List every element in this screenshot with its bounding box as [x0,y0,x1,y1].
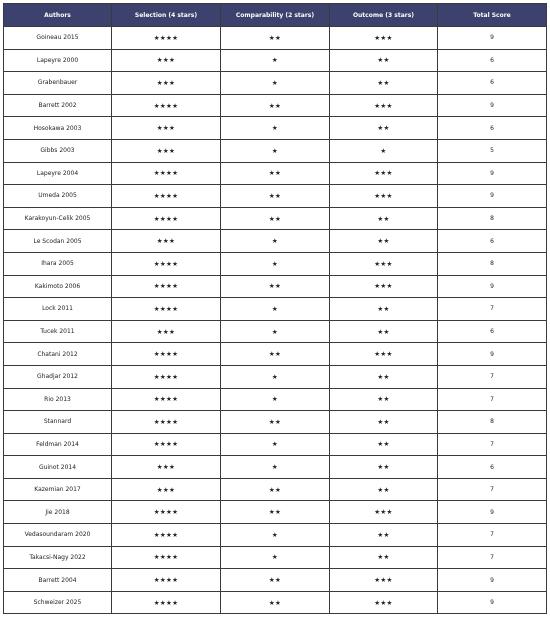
cell-outcome-stars: ★★ [330,433,438,456]
cell-selection-stars: ★★★★ [112,546,221,569]
table-row [4,162,547,185]
cell-comparability-stars: ★★ [221,411,330,434]
cell-selection-stars: ★★★ [112,49,221,72]
cell-comparability-stars: ★ [221,546,330,569]
cell-comparability-stars: ★ [221,388,330,411]
table-row [4,94,547,117]
cell-outcome-stars: ★★★ [330,94,438,117]
cell-selection-stars: ★★★★ [112,388,221,411]
table-row [4,569,547,592]
cell-selection-stars: ★★★★ [112,252,221,275]
table-row [4,365,547,388]
cell-outcome-stars: ★★ [330,456,438,479]
cell-comparability-stars: ★★ [221,591,330,614]
cell-author: Lapeyre 2004 [4,162,112,185]
cell-outcome-stars: ★★★ [330,569,438,592]
cell-author: Karakoyun-Celik 2005 [4,207,112,230]
cell-outcome-stars: ★★★ [330,275,438,298]
cell-outcome-stars: ★★★ [330,185,438,208]
table-row [4,546,547,569]
cell-total-score: 9 [438,162,547,185]
cell-total-score: 9 [438,343,547,366]
cell-author: Hosokawa 2003 [4,117,112,140]
header-comparability: Comparability (2 stars) [221,4,330,27]
cell-total-score: 7 [438,478,547,501]
table-row [4,117,547,140]
cell-total-score: 7 [438,546,547,569]
table-row [4,524,547,547]
cell-selection-stars: ★★★ [112,139,221,162]
table-row [4,343,547,366]
cell-author: Kakimoto 2006 [4,275,112,298]
cell-author: Lapeyre 2000 [4,49,112,72]
table-row [4,27,547,50]
cell-selection-stars: ★★★★ [112,207,221,230]
cell-outcome-stars: ★★ [330,365,438,388]
cell-outcome-stars: ★★ [330,388,438,411]
table-row [4,72,547,95]
table-row [4,298,547,321]
cell-total-score: 6 [438,117,547,140]
cell-selection-stars: ★★★ [112,456,221,479]
cell-comparability-stars: ★★ [221,185,330,208]
table-row [4,388,547,411]
cell-total-score: 9 [438,591,547,614]
cell-author: Barrett 2002 [4,94,112,117]
cell-comparability-stars: ★★ [221,94,330,117]
cell-selection-stars: ★★★★ [112,411,221,434]
table-row [4,252,547,275]
cell-author: Grabenbauer [4,72,112,95]
cell-selection-stars: ★★★ [112,320,221,343]
cell-author: Stannard [4,411,112,434]
cell-selection-stars: ★★★★ [112,275,221,298]
cell-outcome-stars: ★★★ [330,501,438,524]
cell-author: Ghadjar 2012 [4,365,112,388]
table-row [4,230,547,253]
cell-outcome-stars: ★★ [330,411,438,434]
cell-selection-stars: ★★★ [112,72,221,95]
cell-outcome-stars: ★★ [330,546,438,569]
cell-selection-stars: ★★★★ [112,185,221,208]
cell-comparability-stars: ★ [221,433,330,456]
cell-comparability-stars: ★ [221,139,330,162]
cell-author: Rio 2013 [4,388,112,411]
cell-selection-stars: ★★★ [112,117,221,140]
cell-total-score: 6 [438,230,547,253]
table-row [4,591,547,614]
cell-outcome-stars: ★★★ [330,162,438,185]
header-outcome: Outcome (3 stars) [330,4,438,27]
cell-comparability-stars: ★ [221,320,330,343]
cell-outcome-stars: ★★ [330,320,438,343]
cell-total-score: 9 [438,501,547,524]
cell-total-score: 8 [438,207,547,230]
cell-total-score: 7 [438,365,547,388]
cell-author: Chatani 2012 [4,343,112,366]
cell-comparability-stars: ★ [221,456,330,479]
cell-author: Takacsi-Nagy 2022 [4,546,112,569]
cell-selection-stars: ★★★★ [112,365,221,388]
cell-selection-stars: ★★★★ [112,524,221,547]
cell-selection-stars: ★★★★ [112,433,221,456]
cell-comparability-stars: ★★ [221,569,330,592]
cell-total-score: 7 [438,298,547,321]
cell-total-score: 6 [438,456,547,479]
table-row [4,478,547,501]
cell-total-score: 6 [438,49,547,72]
cell-author: Guinot 2014 [4,456,112,479]
cell-total-score: 6 [438,320,547,343]
table-row [4,320,547,343]
cell-comparability-stars: ★★ [221,162,330,185]
cell-comparability-stars: ★ [221,117,330,140]
cell-selection-stars: ★★★ [112,478,221,501]
cell-outcome-stars: ★★ [330,207,438,230]
cell-comparability-stars: ★★ [221,275,330,298]
header-selection: Selection (4 stars) [112,4,221,27]
cell-author: Kazemian 2017 [4,478,112,501]
cell-author: Lock 2011 [4,298,112,321]
cell-total-score: 7 [438,524,547,547]
cell-selection-stars: ★★★★ [112,501,221,524]
cell-comparability-stars: ★ [221,365,330,388]
cell-total-score: 7 [438,433,547,456]
cell-outcome-stars: ★★ [330,117,438,140]
cell-total-score: 9 [438,185,547,208]
cell-comparability-stars: ★★ [221,207,330,230]
cell-selection-stars: ★★★★ [112,343,221,366]
cell-outcome-stars: ★★★ [330,591,438,614]
table-row [4,49,547,72]
cell-total-score: 7 [438,388,547,411]
table-row [4,501,547,524]
cell-comparability-stars: ★ [221,72,330,95]
cell-outcome-stars: ★ [330,139,438,162]
cell-author: Umeda 2005 [4,185,112,208]
cell-comparability-stars: ★ [221,230,330,253]
cell-comparability-stars: ★ [221,252,330,275]
cell-outcome-stars: ★★ [330,524,438,547]
cell-outcome-stars: ★★ [330,478,438,501]
cell-comparability-stars: ★★ [221,501,330,524]
cell-comparability-stars: ★★ [221,27,330,50]
cell-author: Jie 2018 [4,501,112,524]
quality-assessment-table-container [3,3,546,614]
cell-selection-stars: ★★★★ [112,94,221,117]
quality-assessment-table [3,3,547,614]
cell-outcome-stars: ★★ [330,49,438,72]
cell-total-score: 8 [438,252,547,275]
cell-comparability-stars: ★ [221,524,330,547]
cell-comparability-stars: ★★ [221,478,330,501]
table-body [4,27,547,614]
cell-author: Vedasoundaram 2020 [4,524,112,547]
cell-author: Goineau 2015 [4,27,112,50]
cell-outcome-stars: ★★★ [330,343,438,366]
header-total-score: Total Score [438,4,547,27]
cell-comparability-stars: ★ [221,298,330,321]
cell-outcome-stars: ★★ [330,230,438,253]
table-row [4,139,547,162]
cell-outcome-stars: ★★ [330,72,438,95]
cell-total-score: 6 [438,72,547,95]
cell-outcome-stars: ★★★ [330,27,438,50]
cell-comparability-stars: ★ [221,49,330,72]
cell-total-score: 9 [438,27,547,50]
header-row [4,4,547,27]
cell-total-score: 9 [438,569,547,592]
table-header [4,4,547,27]
cell-author: Barrett 2004 [4,569,112,592]
cell-author: Tucek 2011 [4,320,112,343]
cell-total-score: 5 [438,139,547,162]
cell-outcome-stars: ★★ [330,298,438,321]
cell-outcome-stars: ★★★ [330,252,438,275]
cell-selection-stars: ★★★★ [112,591,221,614]
cell-selection-stars: ★★★★ [112,27,221,50]
cell-author: Feldman 2014 [4,433,112,456]
cell-total-score: 8 [438,411,547,434]
cell-selection-stars: ★★★ [112,230,221,253]
header-authors: Authors [4,4,112,27]
cell-selection-stars: ★★★★ [112,298,221,321]
table-row [4,207,547,230]
cell-author: Ihara 2005 [4,252,112,275]
table-row [4,185,547,208]
table-row [4,433,547,456]
cell-total-score: 9 [438,275,547,298]
cell-selection-stars: ★★★★ [112,162,221,185]
cell-comparability-stars: ★★ [221,343,330,366]
table-row [4,411,547,434]
cell-author: Le Scodan 2005 [4,230,112,253]
cell-author: Schweizer 2025 [4,591,112,614]
table-row [4,456,547,479]
cell-selection-stars: ★★★★ [112,569,221,592]
cell-author: Gibbs 2003 [4,139,112,162]
table-row [4,275,547,298]
cell-total-score: 9 [438,94,547,117]
